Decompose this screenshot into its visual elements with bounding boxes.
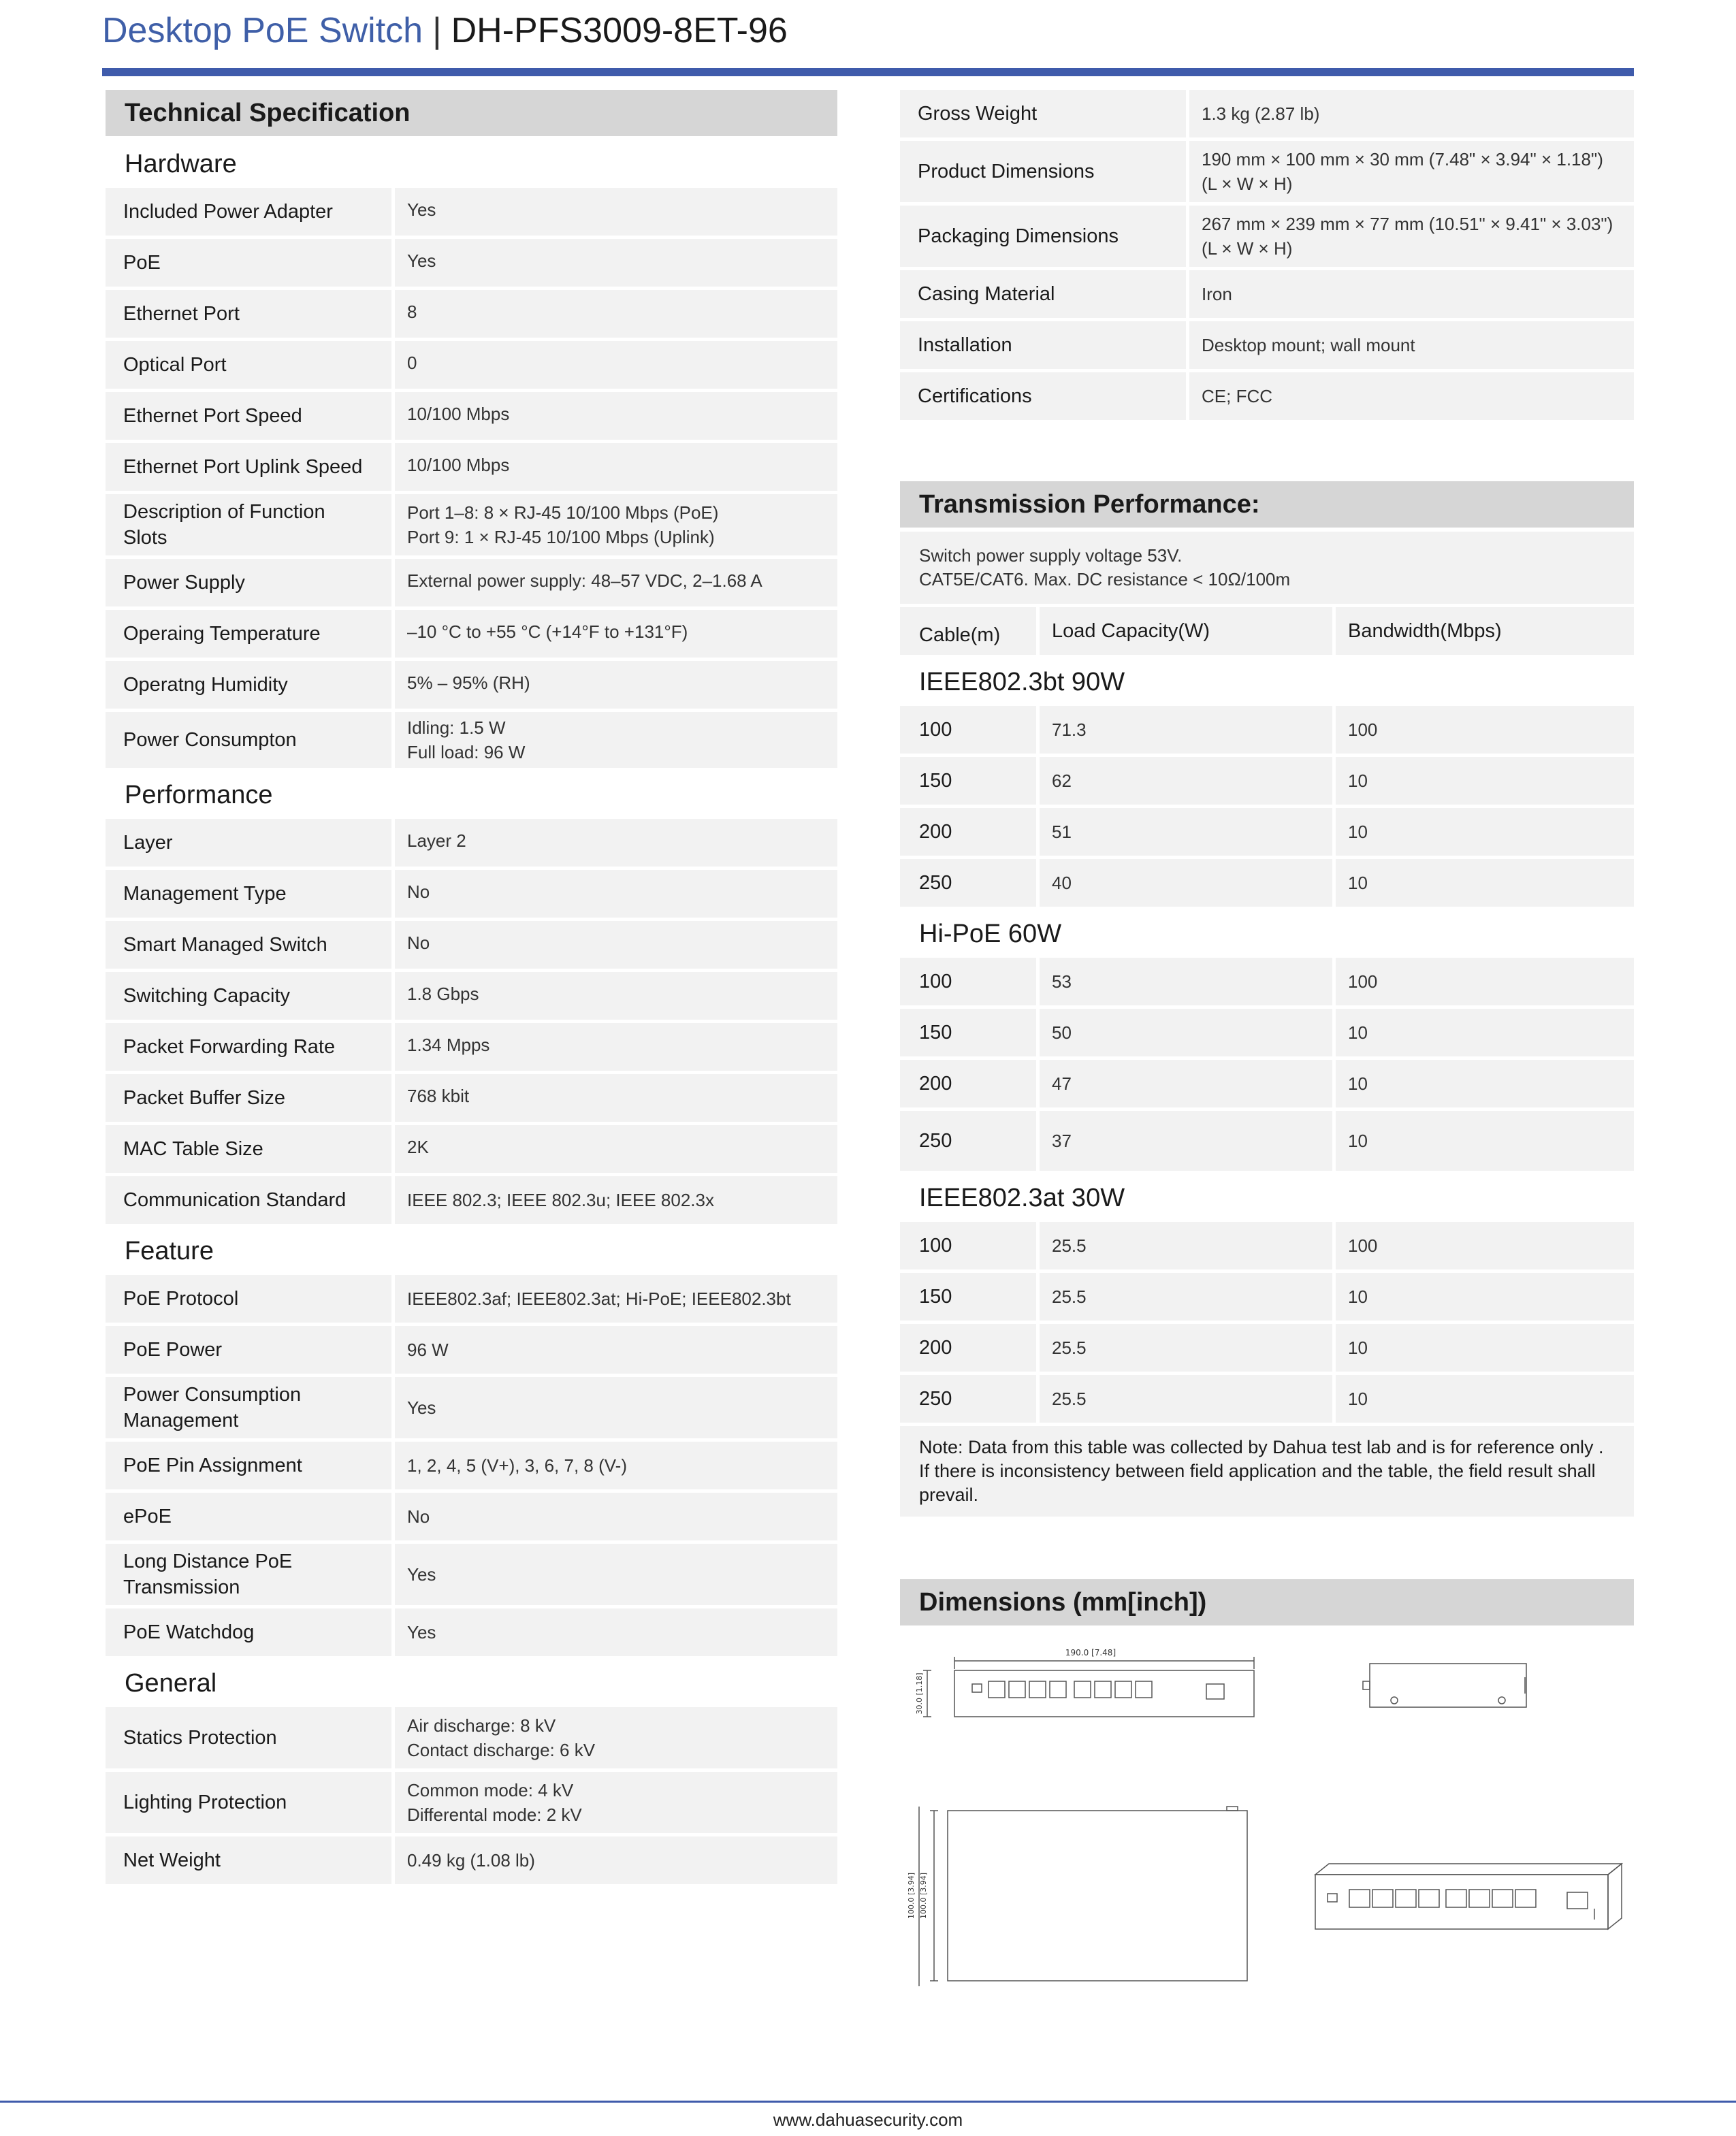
spec-row: Description of Function Slots Port 1–8: 8 × RJ-45 10/100 Mbps (PoE) Port 9: 1 × RJ-45 10/100 Mbps (Uplink) (106, 494, 837, 555)
spec-row: Packet Buffer Size 768 kbit (106, 1074, 837, 1122)
spec-row: PoE Protocol IEEE802.3af; IEEE802.3at; Hi-PoE; IEEE802.3bt (106, 1275, 837, 1323)
table-row: 250 40 10 (900, 859, 1634, 907)
spec-row: Long Distance PoE Transmission Yes (106, 1544, 837, 1605)
page-header (102, 7, 788, 54)
spec-row: Power Consumption Management Yes (106, 1377, 837, 1438)
spec-row: Layer Layer 2 (106, 819, 837, 867)
dimension-drawings (900, 1630, 1634, 1997)
spec-row: Management Type No (106, 870, 837, 918)
spec-row: Installation Desktop mount; wall mount (900, 321, 1634, 369)
spec-row: Statics Protection Air discharge: 8 kV Contact discharge: 6 kV (106, 1707, 837, 1768)
spec-row: Ethernet Port Speed 10/100 Mbps (106, 392, 837, 440)
spec-row: Operatng Humidity 5% – 95% (RH) (106, 661, 837, 709)
front-view-drawing (914, 1642, 1268, 1737)
table-row: 200 25.5 10 (900, 1324, 1634, 1372)
table-row: 150 50 10 (900, 1009, 1634, 1056)
spec-row: MAC Table Size 2K (106, 1125, 837, 1173)
spec-row: PoE Watchdog Yes (106, 1608, 837, 1656)
table-row: 250 25.5 10 (900, 1375, 1634, 1423)
spec-row: ePoE No (106, 1493, 837, 1540)
spec-row: Optical Port 0 (106, 341, 837, 389)
depth-label-1: 100.0 [3.94] (919, 1872, 928, 1920)
length-label: 190.0 [7.48] (1065, 1648, 1116, 1657)
group-heading-bt90: IEEE802.3bt 90W (919, 668, 1125, 696)
top-view-drawing (907, 1804, 1261, 1994)
spec-row: Included Power Adapter Yes (106, 188, 837, 236)
spec-row: Lighting Protection Common mode: 4 kV Differental mode: 2 kV (106, 1772, 837, 1833)
footer-rule (0, 2101, 1736, 2103)
table-row: 200 47 10 (900, 1060, 1634, 1107)
tech-spec-title: Technical Specification (106, 90, 837, 136)
spec-row: Power Consumpton Idling: 1.5 W Full load: 96 W (106, 712, 837, 768)
spec-row: Certifications CE; FCC (900, 372, 1634, 420)
table-row: 150 25.5 10 (900, 1273, 1634, 1321)
spec-row: PoE Pin Assignment 1, 2, 4, 5 (V+), 3, 6, 7, 8 (V-) (106, 1442, 837, 1489)
transmission-note: Switch power supply voltage 53V. CAT5E/CAT6. Max. DC resistance < 10Ω/100m (900, 532, 1634, 604)
perspective-view-drawing (1295, 1854, 1628, 1949)
performance-heading: Performance (125, 781, 273, 809)
dimensions-title: Dimensions (mm[inch]) (900, 1579, 1634, 1625)
group-heading-at30: IEEE802.3at 30W (919, 1184, 1125, 1212)
spec-row: Gross Weight 1.3 kg (2.87 lb) (900, 90, 1634, 137)
spec-row: Casing Material Iron (900, 270, 1634, 318)
spec-row: Operaing Temperature –10 °C to +55 °C (+14°F to +131°F) (106, 610, 837, 658)
spec-row: Smart Managed Switch No (106, 921, 837, 969)
product-category: Desktop PoE Switch (102, 11, 423, 50)
spec-row: Power Supply External power supply: 48–57 VDC, 2–1.68 A (106, 559, 837, 606)
height-label: 30.0 [1.18] (915, 1672, 924, 1715)
table-row: 200 51 10 (900, 808, 1634, 856)
table-row: 100 53 100 (900, 958, 1634, 1005)
spec-row: Switching Capacity 1.8 Gbps (106, 972, 837, 1020)
spec-row: PoE Power 96 W (106, 1326, 837, 1374)
general-heading: General (125, 1669, 217, 1698)
spec-row: Packaging Dimensions 267 mm × 239 mm × 77 mm (10.51" × 9.41" × 3.03") (L × W × H) (900, 206, 1634, 267)
table-header-row: Cable(m) Load Capacity(W) Bandwidth(Mbps) (900, 607, 1634, 655)
header-rule (102, 68, 1634, 76)
side-view-drawing (1356, 1657, 1533, 1718)
transmission-footnote: Note: Data from this table was collected by Dahua test lab and is for reference only . If there is inconsistency between field application and the table, the field result shall prevail. (900, 1426, 1634, 1517)
transmission-title: Transmission Performance: (900, 481, 1634, 528)
spec-row: Product Dimensions 190 mm × 100 mm × 30 mm (7.48" × 3.94" × 1.18") (L × W × H) (900, 141, 1634, 202)
spec-row: Net Weight 0.49 kg (1.08 lb) (106, 1836, 837, 1884)
spec-row: PoE Yes (106, 239, 837, 287)
product-model: DH-PFS3009-8ET-96 (451, 11, 788, 50)
spec-row: Packet Forwarding Rate 1.34 Mpps (106, 1023, 837, 1071)
header-separator: | (432, 11, 442, 50)
spec-row: Ethernet Port 8 (106, 290, 837, 338)
depth-label-2: 100.0 [3.94] (907, 1872, 916, 1920)
spec-row: Communication Standard IEEE 802.3; IEEE 802.3u; IEEE 802.3x (106, 1176, 837, 1224)
right-column (900, 90, 1634, 1997)
spec-row: Ethernet Port Uplink Speed 10/100 Mbps (106, 443, 837, 491)
table-row: 100 71.3 100 (900, 706, 1634, 754)
group-heading-hipoe60: Hi-PoE 60W (919, 920, 1062, 948)
hardware-heading: Hardware (125, 150, 237, 178)
feature-heading: Feature (125, 1237, 214, 1265)
table-row: 150 62 10 (900, 757, 1634, 805)
table-row: 250 37 10 (900, 1111, 1634, 1171)
footer-url: www.dahuasecurity.com (773, 2109, 963, 2130)
left-column (106, 90, 837, 1888)
table-row: 100 25.5 100 (900, 1222, 1634, 1269)
